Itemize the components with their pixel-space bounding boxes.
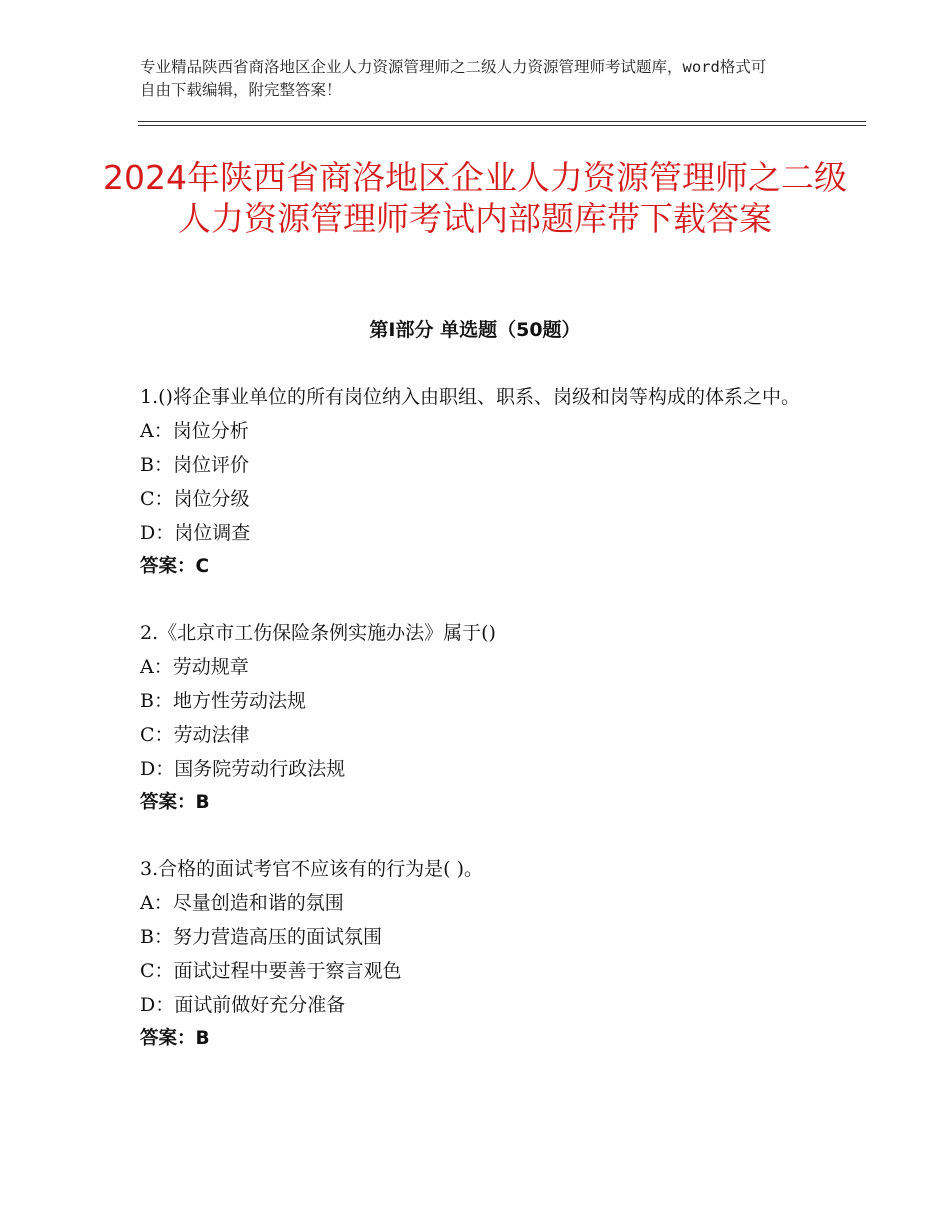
question-1 xyxy=(140,380,820,584)
document-title: 2024年陕西省商洛地区企业人力资源管理师之二级人力资源管理师考试内部题库带下载答案 xyxy=(103,158,847,238)
option-d: D：国务院劳动行政法规 xyxy=(140,758,346,780)
option-c: C：岗位分级 xyxy=(140,488,250,510)
option-a: A：尽量创造和谐的氛围 xyxy=(140,892,344,914)
question-list xyxy=(140,380,820,1088)
question-text: 1.()将企事业单位的所有岗位纳入由职组、职系、岗级和岗等构成的体系之中。 xyxy=(140,386,800,408)
question-2 xyxy=(140,616,820,820)
option-c: C：面试过程中要善于察言观色 xyxy=(140,960,402,982)
answer: 答案：B xyxy=(140,1028,210,1049)
option-b: B：地方性劳动法规 xyxy=(140,690,306,712)
question-3 xyxy=(140,852,820,1056)
header-note: 专业精品陕西省商洛地区企业人力资源管理师之二级人力资源管理师考试题库，word格式可自由下载编辑，附完整答案！ xyxy=(140,58,767,99)
answer: 答案：C xyxy=(140,556,210,577)
option-b: B：岗位评价 xyxy=(140,454,249,476)
question-text: 2.《北京市工伤保险条例实施办法》属于() xyxy=(140,622,496,644)
section-heading: 第Ⅰ部分 单选题（50题） xyxy=(369,319,581,341)
option-d: D：面试前做好充分准备 xyxy=(140,994,346,1016)
option-c: C：劳动法律 xyxy=(140,724,250,746)
answer: 答案：B xyxy=(140,792,210,813)
option-a: A：岗位分析 xyxy=(140,420,249,442)
option-b: B：努力营造高压的面试氛围 xyxy=(140,926,382,948)
header-rule-thin xyxy=(138,125,866,126)
question-text: 3.合格的面试考官不应该有的行为是( )。 xyxy=(140,858,483,880)
header-rule-thick xyxy=(138,121,866,122)
option-d: D：岗位调查 xyxy=(140,522,251,544)
option-a: A：劳动规章 xyxy=(140,656,249,678)
